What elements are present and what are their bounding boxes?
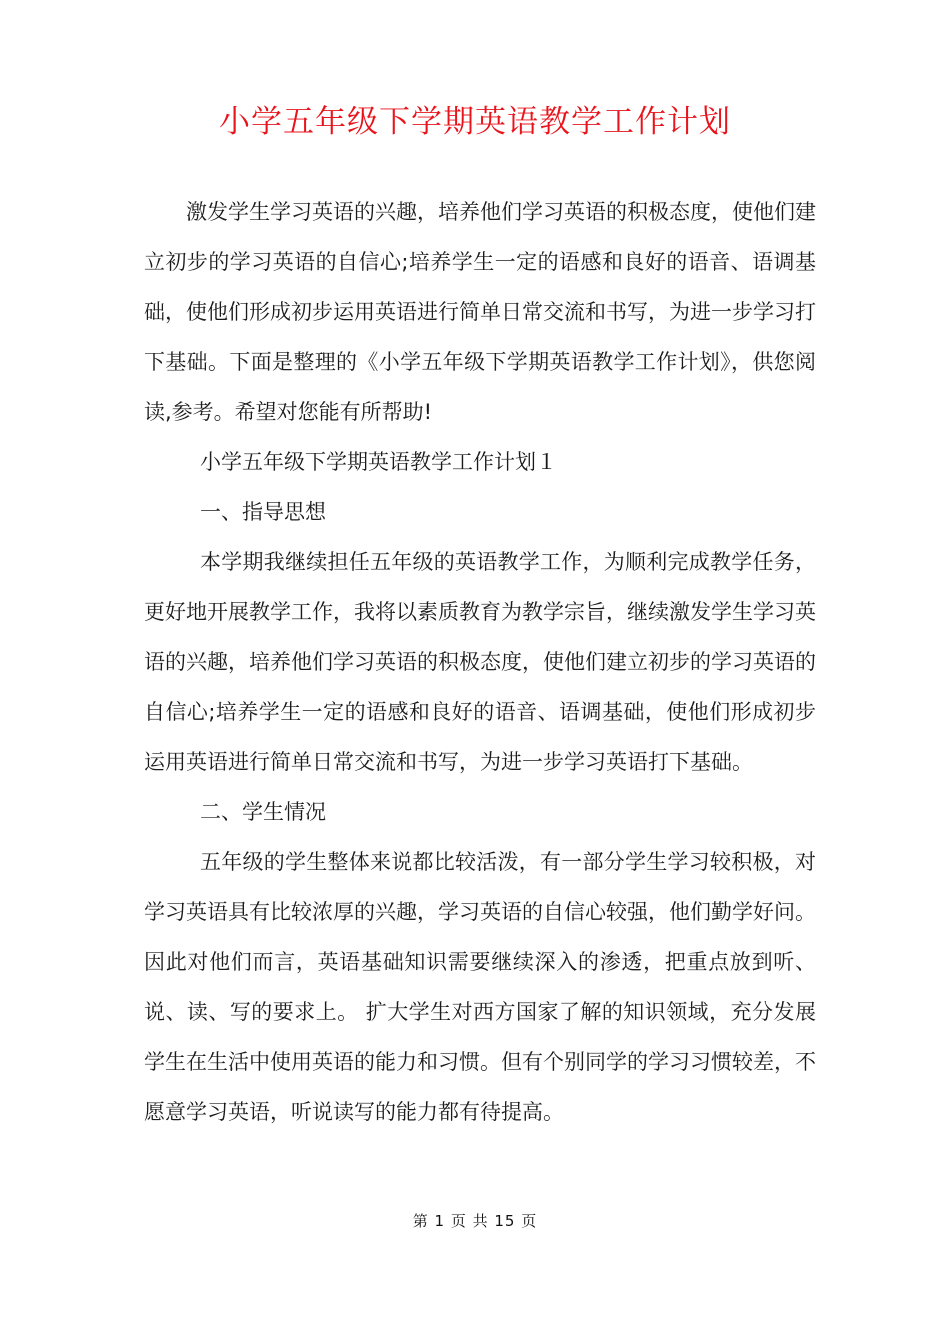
student-situation-paragraph: 五年级的学生整体来说都比较活泼，有一部分学生学习较积极，对学习英语具有比较浓厚的兴趣，学习英语的自信心较强，他们勤学好问。因此对他们而言，英语基础知识需要继续深入的渗透，把重点放到听、说、读、写的要求上。 扩大学生对西方国家了解的知识领域，充分发展学生在生活中使用英语的能力和习惯。但有个别同学的学习习惯较差，不愿意学习英语，听说读写的能力都有待提高。 [144, 850, 816, 1124]
document-title: 小学五年级下学期英语教学工作计划 [219, 104, 731, 140]
document-body [144, 187, 816, 1137]
plan-subtitle: 小学五年级下学期英语教学工作计划１ [200, 450, 557, 474]
section-heading-student-situation: 二、学生情况 [200, 800, 326, 824]
page-footer: 第 1 页 共 15 页 [412, 1212, 538, 1230]
section-heading-guiding-ideology: 一、指导思想 [200, 500, 326, 524]
guiding-ideology-paragraph: 本学期我继续担任五年级的英语教学工作，为顺利完成教学任务，更好地开展教学工作，我将以素质教育为教学宗旨，继续激发学生学习英语的兴趣，培养他们学习英语的积极态度，使他们建立初步的学习英语的自信心;培养学生一定的语感和良好的语音、语调基础，使他们形成初步运用英语进行简单日常交流和书写，为进一步学习英语打下基础。 [144, 550, 816, 774]
intro-paragraph: 激发学生学习英语的兴趣，培养他们学习英语的积极态度，使他们建立初步的学习英语的自信心;培养学生一定的语感和良好的语音、语调基础，使他们形成初步运用英语进行简单日常交流和书写，为进一步学习打下基础。下面是整理的《小学五年级下学期英语教学工作计划》，供您阅读,参考。希望对您能有所帮助! [144, 200, 816, 424]
